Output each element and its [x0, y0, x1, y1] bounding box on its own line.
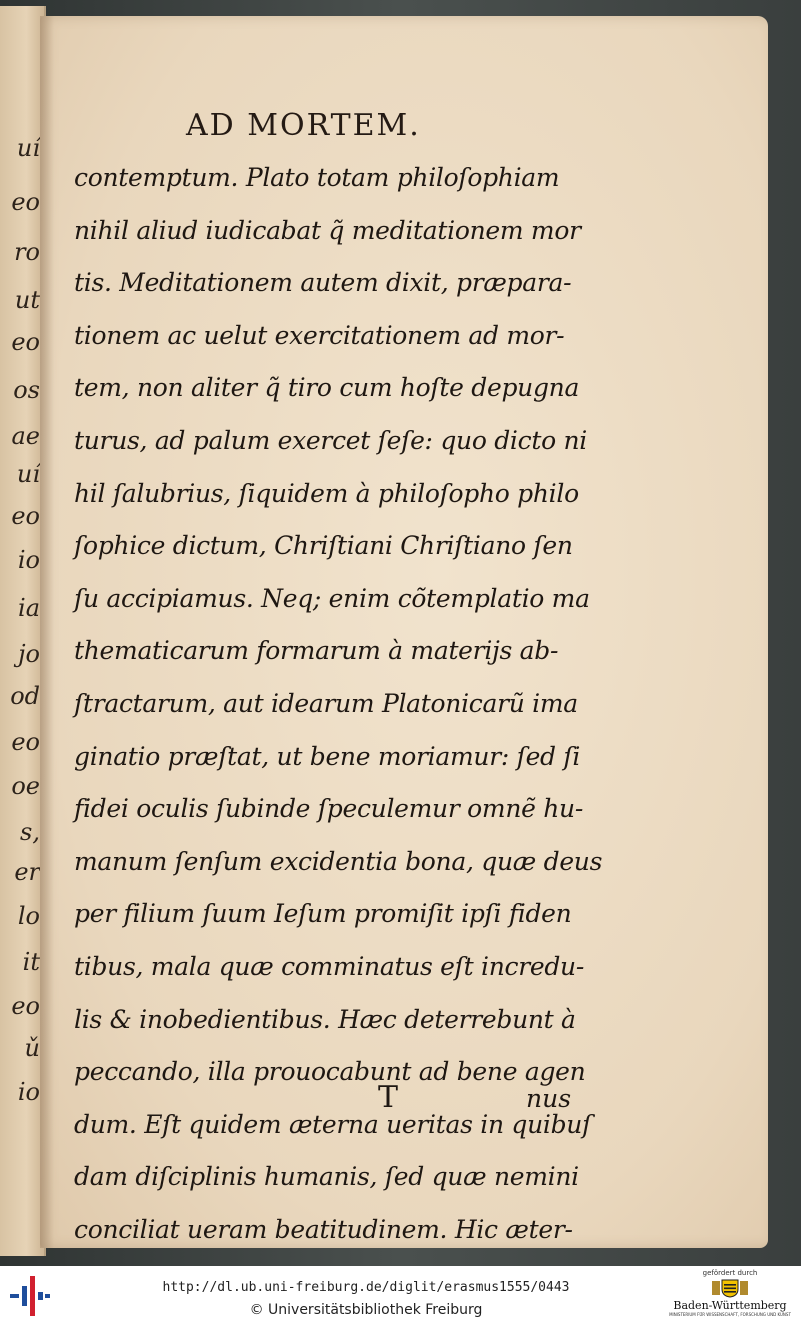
left-fragment: uí — [16, 460, 40, 488]
text-line: dam diſciplinis humanis, ſed quæ nemini — [74, 1162, 579, 1192]
catchword: nus — [526, 1084, 572, 1113]
state-name: Baden-Württemberg — [673, 1299, 787, 1312]
text-line: ginatio præſtat, ut bene moriamur: ſed ſi — [74, 741, 581, 771]
left-fragment: od — [10, 682, 40, 710]
text-line: tibus, mala quæ comminatus eſt incredu- — [74, 951, 585, 981]
coat-of-arms-icon — [711, 1278, 749, 1298]
text-line: conciliat ueram beatitudinem. Hic æter- — [74, 1214, 573, 1244]
text-line: tem, non aliter q̃ tiro cum hoſte depugna — [74, 373, 580, 403]
text-line: contemptum. Plato totam philoſophiam — [74, 163, 560, 192]
left-fragment: eo — [11, 992, 40, 1020]
funded-by-label: gefördert durch — [702, 1269, 758, 1277]
permalink-url[interactable]: http://dl.ub.uni-freiburg.de/diglit/erasmus1555/0443 — [162, 1280, 570, 1295]
left-fragment: io — [17, 1078, 40, 1106]
text-line: hil ſalubrius, ſiquidem à philoſopho philo — [74, 478, 579, 508]
page-gutter-shadow — [40, 16, 54, 1248]
left-fragment: jo — [18, 640, 40, 668]
signature-mark: T — [378, 1080, 399, 1115]
text-line: ſu accipiamus. Neq; enim cõtemplatio ma — [74, 583, 590, 613]
left-fragment: s, — [20, 818, 40, 846]
text-line: thematicarum formarum à materijs ab- — [74, 636, 559, 666]
left-fragment: ae — [11, 422, 40, 450]
text-line: lis & inobedientibus. Hæc deterrebunt à — [74, 1004, 576, 1034]
text-line: tis. Meditationem autem dixit, præpara- — [74, 268, 572, 298]
left-fragment: ia — [18, 594, 40, 622]
copyright-text: © Universitätsbibliothek Freiburg — [249, 1302, 483, 1318]
funding-badge[interactable] — [662, 1268, 798, 1322]
left-fragment: ǔ — [24, 1034, 40, 1062]
text-line: turus, ad palum exercet ſeſe: quo dicto ni — [74, 425, 587, 455]
left-fragment: oe — [11, 772, 40, 800]
text-line: fidei oculis ſubinde ſpeculemur omnẽ hu- — [74, 794, 584, 824]
left-fragment: eo — [11, 502, 40, 530]
left-fragment: eo — [11, 188, 40, 216]
ministry-name: MINISTERIUM FÜR WISSENSCHAFT, FORSCHUNG UND KUNST — [669, 1312, 791, 1317]
left-fragment: lo — [17, 902, 40, 930]
text-line: peccando, illa prouocabunt ad bene agen — [74, 1057, 586, 1087]
book-page — [40, 16, 768, 1248]
left-fragment: ro — [14, 238, 40, 266]
left-fragment: uí — [16, 134, 40, 162]
left-fragment: eo — [11, 328, 40, 356]
text-line: per filium ſuum Ieſum promiſit ipſi fiden — [74, 899, 572, 929]
left-fragment: os — [13, 376, 40, 404]
text-line: ſtractarum, aut idearum Platonicarũ ima — [74, 688, 578, 718]
left-fragment: ut — [14, 286, 40, 314]
footer-bar — [0, 1266, 801, 1324]
left-fragment: it — [22, 948, 40, 976]
running-head: AD MORTEM. — [186, 108, 421, 143]
text-line: nihil aliud iudicabat q̃ meditationem mor — [74, 215, 581, 245]
left-fragment: eo — [11, 728, 40, 756]
body-text — [74, 152, 603, 1256]
text-line: ſophice dictum, Chriſtiani Chriſtiano ſen — [74, 531, 573, 561]
text-line: tionem ac uelut exercitationem ad mor- — [74, 320, 565, 350]
text-line: manum ſenſum excidentia bona, quæ deus — [74, 846, 603, 876]
text-line: dum. Eſt quidem æterna ueritas in quibuſ — [74, 1109, 592, 1139]
left-fragment: er — [14, 858, 40, 886]
left-fragment: io — [17, 546, 40, 574]
